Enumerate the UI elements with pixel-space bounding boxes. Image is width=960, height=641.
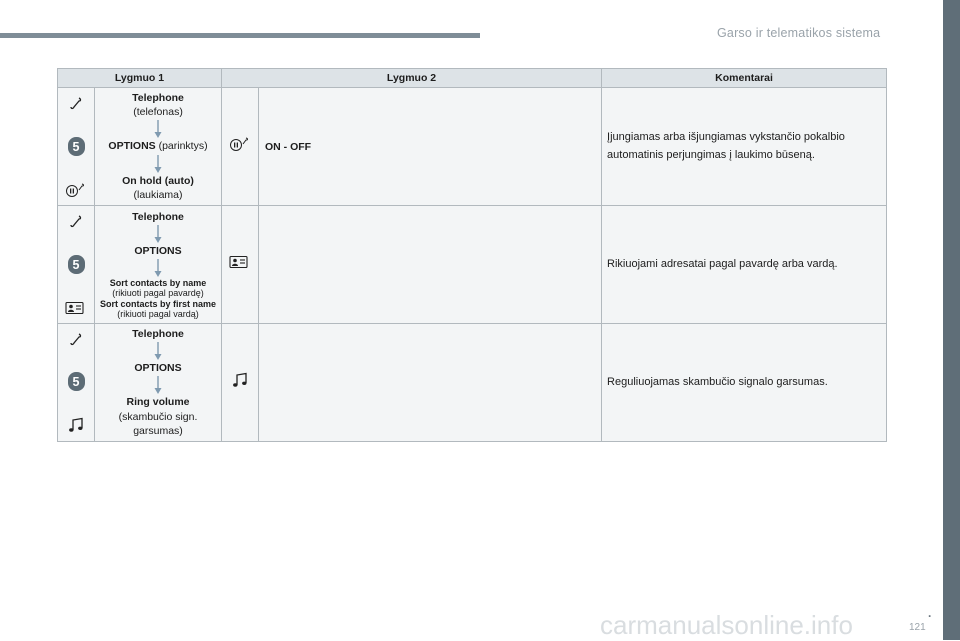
table-row xyxy=(58,206,887,324)
music-note-icon xyxy=(68,417,84,433)
phone-icon xyxy=(70,215,82,229)
column-header-comments: Komentarai xyxy=(602,69,887,88)
pause-phone-icon xyxy=(65,183,87,197)
phone-icon xyxy=(70,97,82,111)
level1-sort-surname-translation: (rikiuoti pagal pavardę) xyxy=(112,288,204,299)
comment-text: Reguliuojamas skambučio signalo garsumas. xyxy=(602,324,887,442)
column-header-level2: Lygmuo 2 xyxy=(222,69,602,88)
level1-sort-firstname-translation: (rikiuoti pagal vardą) xyxy=(117,309,199,320)
level1-onhold-translation: (laukiama) xyxy=(133,188,183,201)
arrow-down-icon xyxy=(154,155,162,173)
level1-telephone-label: Telephone xyxy=(132,92,184,105)
phone-icon xyxy=(70,333,82,347)
watermark: carmanualsonline.info xyxy=(600,610,853,640)
level1-onhold-label: On hold (auto) xyxy=(122,174,194,187)
level1-options-label: OPTIONS xyxy=(108,140,156,153)
level1-options-label: OPTIONS xyxy=(134,244,182,257)
level2-icon-cell xyxy=(222,324,259,442)
row-icons-cell xyxy=(58,206,95,324)
comment-text: Rikiuojami adresatai pagal pavardę arba vardą. xyxy=(602,206,887,324)
table-header-row xyxy=(58,69,887,88)
step-number-badge: 5 xyxy=(68,372,85,391)
level1-telephone-translation: (telefonas) xyxy=(133,106,183,119)
level1-ring-volume-label: Ring volume xyxy=(126,396,190,409)
header-rule xyxy=(0,33,480,38)
level2-value: ON - OFF xyxy=(259,88,602,206)
contact-card-icon xyxy=(65,301,87,315)
settings-table xyxy=(57,68,887,442)
page-marker: . xyxy=(928,606,932,620)
level1-sort-surname-label: Sort contacts by name xyxy=(109,277,207,288)
page-title: Garso ir telematikos sistema xyxy=(717,26,881,40)
level2-value xyxy=(259,206,602,324)
level1-sort-firstname-label: Sort contacts by first name xyxy=(99,298,217,309)
music-note-icon xyxy=(232,372,248,388)
arrow-down-icon xyxy=(154,376,162,394)
level2-value xyxy=(259,324,602,442)
level1-path-cell xyxy=(95,206,222,324)
page-number: 121 xyxy=(909,622,926,633)
level1-options-translation: (parinktys) xyxy=(155,140,208,153)
level2-icon-cell xyxy=(222,88,259,206)
arrow-down-icon xyxy=(154,259,162,277)
level1-path-cell xyxy=(95,324,222,442)
column-header-level1: Lygmuo 1 xyxy=(58,69,222,88)
level1-ring-volume-translation: (skambučio sign. garsumas) xyxy=(118,410,198,437)
level2-icon-cell xyxy=(222,206,259,324)
step-number-badge: 5 xyxy=(68,255,85,274)
arrow-down-icon xyxy=(154,342,162,360)
arrow-down-icon xyxy=(154,120,162,138)
comment-text: Įjungiamas arba išjungiamas vykstančio pokalbio automatinis perjungimas į laukimo būseną. xyxy=(602,88,887,206)
pause-phone-icon xyxy=(229,137,251,151)
contact-card-icon xyxy=(229,255,251,269)
arrow-down-icon xyxy=(154,225,162,243)
level1-options-label: OPTIONS xyxy=(134,362,182,375)
side-tab-bar xyxy=(943,0,960,640)
step-number-badge: 5 xyxy=(68,137,85,156)
level1-telephone-label: Telephone xyxy=(132,210,184,223)
row-icons-cell xyxy=(58,88,95,206)
level1-telephone-label: Telephone xyxy=(132,328,184,341)
table-row xyxy=(58,324,887,442)
level1-path-cell xyxy=(95,88,222,206)
table-row xyxy=(58,88,887,206)
row-icons-cell xyxy=(58,324,95,442)
